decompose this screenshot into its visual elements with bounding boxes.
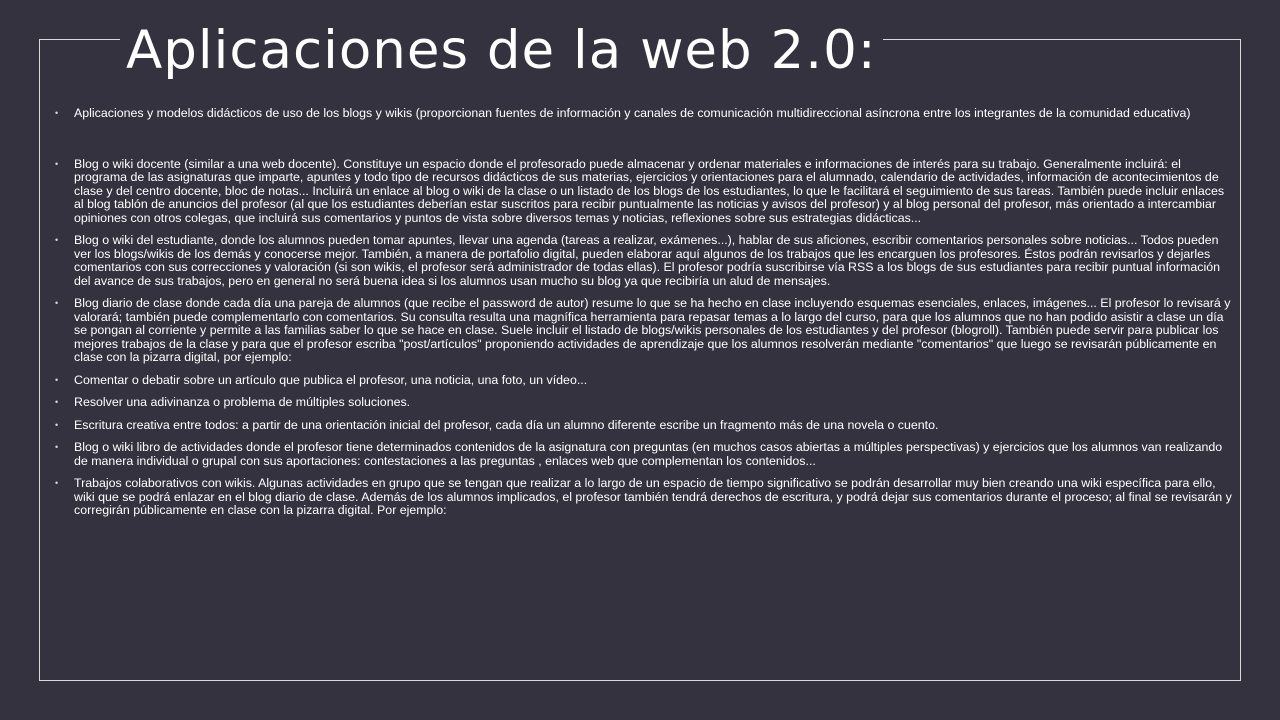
bullet-icon: • (55, 158, 59, 169)
bullet-icon: • (55, 298, 59, 308)
bullet-item-activity-book (55, 441, 1235, 468)
bullet-item-creative-writing (55, 419, 1235, 433)
bullet-icon: • (55, 235, 59, 245)
bullet-text: Resolver una adivinanza o problema de múltiples soluciones. (74, 395, 411, 409)
bullet-icon: • (55, 374, 59, 385)
bullet-list (55, 107, 1235, 518)
bullet-text: Blog o wiki del estudiante, donde los alumnos pueden tomar apuntes, llevar una agenda (tareas a realizar, exámenes...), hablar de sus aficiones, escribir comentarios personales sobre noticias... Todos pueden ver los blogs/wikis de los demás y conocerse mejor. También, a manera de portafolio digital, pueden elaborar aquí algunos de los trabajos que les encarguen los profesores. Éstos podrán revisarlos y dejarles comentarios con sus correcciones y valoración (si son wikis, el profesor será administrador de todas ellas). El profesor podría suscribirse vía RSS a los blogs de sus estudiantes para recibir puntual información del avance de sus trabajos, pero en general no será buena idea si los alumnos usan mucho su blog ya que recibiría un alud de mensajes. (74, 233, 1220, 288)
bullet-item-collaborative-wikis (55, 477, 1235, 518)
bullet-icon: • (55, 419, 59, 430)
bullet-text: Escritura creativa entre todos: a partir de una orientación inicial del profesor, cada día un alumno diferente escribe un fragmento más de una novela o cuento. (74, 417, 939, 432)
bullet-item-blogs-wikis-intro (55, 107, 1235, 121)
bullet-text: Blog diario de clase donde cada día una pareja de alumnos (que recibe el password de autor) resume lo que se ha hecho en clase incluyendo esquemas esenciales, enlaces, imágenes... El profesor lo revisará y valorará; también puede complementarlo con comentarios. Su consulta resulta una magnífica herramienta para repasar temas a lo largo del curso, para que los alumnos que no han podido asistir a clase un día se pongan al corriente y permite a las familias saber lo que se hace en clase. Suele incluir el listado de blogs/wikis personales de los estudiantes y del profesor (blogroll). También puede servir para publicar los mejores trabajos de la clase y para que el profesor escriba "post/artículos" proponiendo actividades de aprendizaje que los alumnos resolverán mediante "comentarios" que luego se revisarán públicamente en clase con la pizarra digital, por ejemplo: (74, 296, 1231, 364)
bullet-item-riddle (55, 396, 1235, 410)
bullet-icon: • (55, 108, 59, 118)
bullet-icon: • (55, 397, 59, 407)
slide-content (55, 107, 1235, 527)
bullet-text: Comentar o debatir sobre un artículo que publica el profesor, una noticia, una foto, un vídeo... (74, 372, 588, 387)
bullet-item-teacher-blog (55, 158, 1235, 226)
bullet-icon: • (55, 478, 59, 488)
bullet-text: Aplicaciones y modelos didácticos de uso de los blogs y wikis (proporcionan fuentes de información y canales de comunicación multidireccional asíncrona entre los integrantes de la comunidad educativa) (74, 106, 1191, 120)
bullet-text: Blog o wiki libro de actividades donde el profesor tiene determinados contenidos de la asignatura con preguntas (en muchos casos abiertas a múltiples perspectivas) y ejercicios que los alumnos van realizando de manera individual o grupal con sus aportaciones: contestaciones a las preguntas , enlaces web que complementan los contenidos... (74, 440, 1223, 468)
bullet-item-class-diary-blog (55, 297, 1235, 365)
slide-title: Aplicaciones de la web 2.0: (120, 22, 883, 80)
bullet-text: Blog o wiki docente (similar a una web docente). Constituye un espacio donde el profesorado puede almacenar y ordenar materiales e informaciones de interés para su trabajo. Generalmente incluirá: el programa de las asignaturas que imparte, apuntes y todo tipo de recursos didácticos de sus materias, ejercicios y orientaciones para el alumnado, calendario de actividades, información de acontecimientos de clase y del centro docente, bloc de notas... Incluirá un enlace al blog o wiki de la clase o un listado de los blogs de los estudiantes, lo que le facilitará el seguimiento de sus tareas. También puede incluir enlaces al blog tablón de anuncios del profesor (al que los estudiantes deberían estar suscritos para recibir puntualmente las noticias y avisos del profesor) y al blog personal del profesor, más orientado a intercambiar opiniones con otros colegas, que incluirá sus comentarios y puntos de vista sobre diversos temas y noticias, reflexiones sobre sus estrategias didácticas... (74, 156, 1225, 225)
bullet-text: Trabajos colaborativos con wikis. Algunas actividades en grupo que se tengan que realizar a lo largo de un espacio de tiempo significativo se podrán desarrollar muy bien creando una wiki específica para ello, wiki que se podrá enlazar en el blog diario de clase. Además de los alumnos implicados, el profesor también tendrá derechos de escritura, y podrá dejar sus comentarios durante el proceso; al final se revisarán y corregirán públicamente en clase con la pizarra digital. Por ejemplo: (74, 476, 1232, 517)
bullet-item-comment-debate (55, 374, 1235, 388)
bullet-icon: • (55, 442, 59, 452)
bullet-item-student-blog (55, 234, 1235, 288)
